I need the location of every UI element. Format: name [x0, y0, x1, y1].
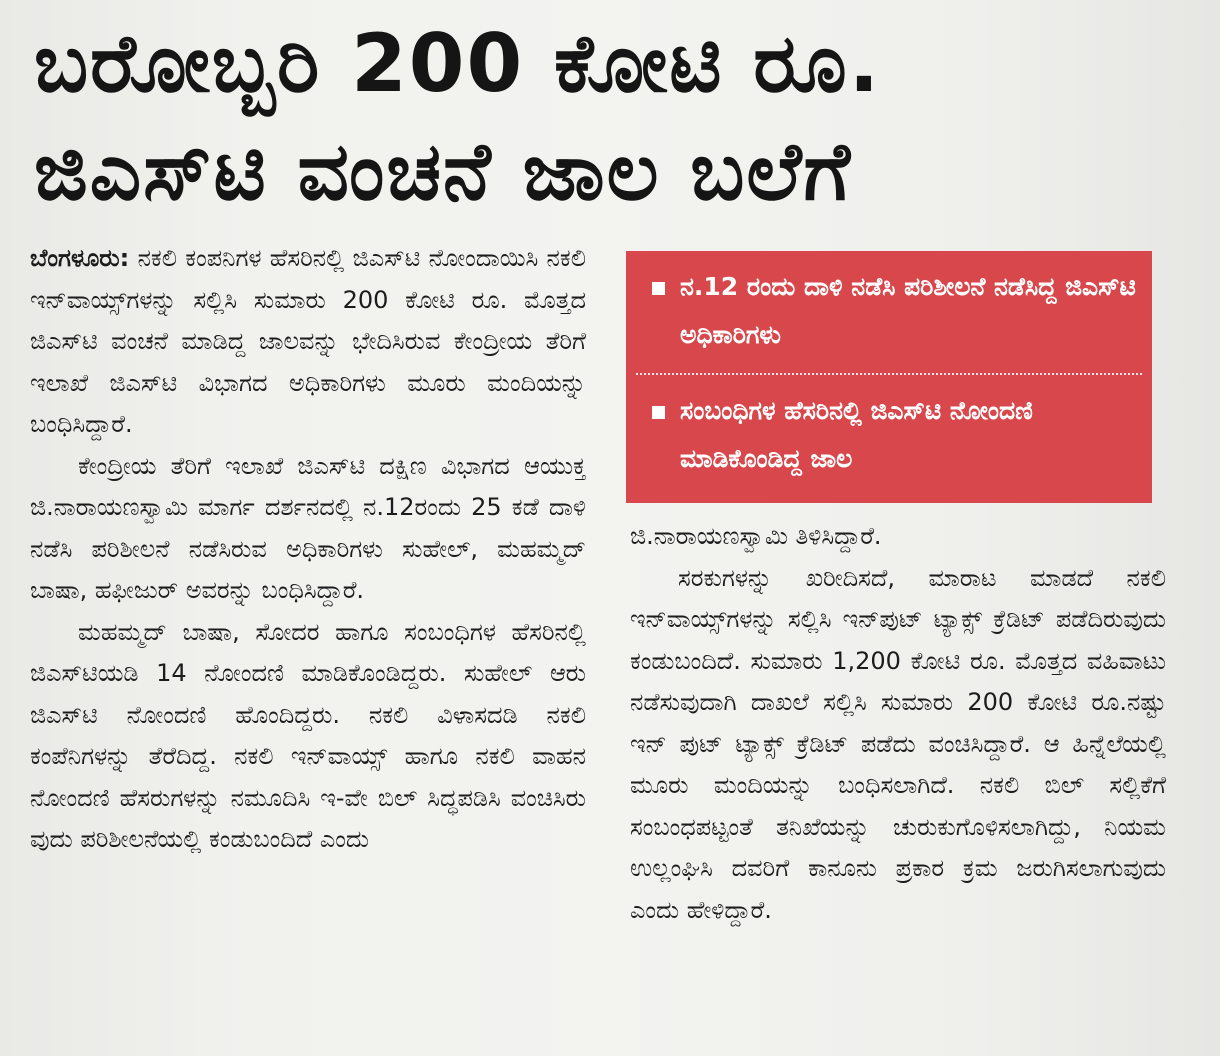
square-bullet-icon	[652, 406, 665, 419]
dotted-divider	[636, 373, 1142, 375]
highlight-item	[652, 387, 1138, 483]
square-bullet-icon	[652, 282, 665, 295]
highlight-text: ನ.12 ರಂದು ದಾಳಿ ನಡೆಸಿ ಪರಿಶೀಲನೆ ನಡೆಸಿದ್ದ ಜಿಎಸ್‌ಟಿ ಅಧಿಕಾರಿಗಳು	[680, 272, 1136, 349]
headline-line-1: ಬರೋಬ್ಬರಿ 200 ಕೋಟಿ ರೂ.	[34, 17, 882, 110]
article-paragraph: ಜಿ.ನಾರಾಯಣಸ್ವಾಮಿ ತಿಳಿಸಿದ್ದಾರೆ.	[630, 522, 882, 550]
article-column-left	[30, 238, 586, 861]
article-column-right	[630, 516, 1166, 931]
article-paragraph: ಸರಕುಗಳನ್ನು ಖರೀದಿಸದೆ, ಮಾರಾಟ ಮಾಡದೆ ನಕಲಿ ಇನ್‌ವಾಯ್ಸ್‌ಗಳನ್ನು ಸಲ್ಲಿಸಿ ಇನ್‌ಪುಟ್ ಟ್ಯಾಕ್ಸ್ ಕ್ರೆಡಿಟ್ ಪಡೆದಿರುವುದು ಕಂಡುಬಂದಿದೆ. ಸುಮಾರು 1,200 ಕೋಟಿ ರೂ. ಮೊತ್ತದ ವಹಿವಾಟು ನಡೆಸುವುದಾಗಿ ದಾಖಲೆ ಸಲ್ಲಿಸಿ ಸುಮಾರು 200 ಕೋಟಿ ರೂ.ನಷ್ಟು ಇನ್ ಪುಟ್ ಟ್ಯಾಕ್ಸ್ ಕ್ರೆಡಿಟ್ ಪಡೆದು ವಂಚಿಸಿದ್ದಾರೆ. ಆ ಹಿನ್ನೆಲೆಯಲ್ಲಿ ಮೂರು ಮಂದಿಯನ್ನು ಬಂಧಿಸಲಾಗಿದೆ. ನಕಲಿ ಬಿಲ್ ಸಲ್ಲಿಕೆಗೆ ಸಂಬಂಧಪಟ್ಟಂತೆ ತನಿಖೆಯನ್ನು ಚುರುಕುಗೊಳಿಸಲಾಗಿದ್ದು, ನಿಯಮ ಉಲ್ಲಂಘಿಸಿ ದವರಿಗೆ ಕಾನೂನು ಪ್ರಕಾರ ಕ್ರಮ ಜರುಗಿಸಲಾಗುವುದು ಎಂದು ಹೇಳಿದ್ದಾರೆ.	[630, 563, 1166, 924]
article-paragraph	[30, 238, 586, 446]
highlight-text: ಸಂಬಂಧಿಗಳ ಹೆಸರಿನಲ್ಲಿ ಜಿಎಸ್‌ಟಿ ನೋಂದಣಿ ಮಾಡಿಕೊಂಡಿದ್ದ ಜಾಲ	[680, 396, 1033, 473]
highlight-box	[626, 251, 1152, 503]
article-paragraph-text: ನಕಲಿ ಕಂಪನಿಗಳ ಹೆಸರಿನಲ್ಲಿ ಜಿಎಸ್‌ಟಿ ನೋಂದಾಯಿಸಿ ನಕಲಿ ಇನ್‌ವಾಯ್ಸ್‌ಗಳನ್ನು ಸಲ್ಲಿಸಿ ಸುಮಾರು 200 ಕೋಟಿ ರೂ. ಮೊತ್ತದ ಜಿಎಸ್‌ಟಿ ವಂಚನೆ ಮಾಡಿದ್ದ ಜಾಲವನ್ನು ಭೇದಿಸಿರುವ ಕೇಂದ್ರೀಯ ತೆರಿಗೆ ಇಲಾಖೆ ಜಿಎಸ್‌ಟಿ ವಿಭಾಗದ ಅಧಿಕಾರಿಗಳು ಮೂರು ಮಂದಿಯನ್ನು ಬಂಧಿಸಿದ್ದಾರೆ.	[30, 244, 586, 438]
headline-line-2: ಜಿಎಸ್‌ಟಿ ವಂಚನೆ ಜಾಲ ಬಲೆಗೆ	[34, 125, 852, 218]
dateline: ಬೆಂಗಳೂರು:	[30, 244, 130, 272]
article-paragraph: ಮಹಮ್ಮದ್ ಬಾಷಾ, ಸೋದರ ಹಾಗೂ ಸಂಬಂಧಿಗಳ ಹೆಸರಿನಲ್ಲಿ ಜಿಎಸ್‌ಟಿಯಡಿ 14 ನೋಂದಣಿ ಮಾಡಿಕೊಂಡಿದ್ದರು. ಸುಹೇಲ್ ಆರು ಜಿಎಸ್‌ಟಿ ನೋಂದಣಿ ಹೊಂದಿದ್ದರು. ನಕಲಿ ವಿಳಾಸದಡಿ ನಕಲಿ ಕಂಪೆನಿಗಳನ್ನು ತೆರೆದಿದ್ದ. ನಕಲಿ ಇನ್‌ವಾಯ್ಸ್ ಹಾಗೂ ನಕಲಿ ವಾಹನ ನೋಂದಣಿ ಹೆಸರುಗಳನ್ನು ನಮೂದಿಸಿ ಇ-ವೇ ಬಿಲ್ ಸಿದ್ಧಪಡಿಸಿ ವಂಚಿಸಿರು ವುದು ಪರಿಶೀಲನೆಯಲ್ಲಿ ಕಂಡುಬಂದಿದೆ ಎಂದು	[30, 617, 586, 853]
highlight-item	[652, 263, 1138, 359]
article-paragraph: ಕೇಂದ್ರೀಯ ತೆರಿಗೆ ಇಲಾಖೆ ಜಿಎಸ್‌ಟಿ ದಕ್ಷಿಣ ವಿಭಾಗದ ಆಯುಕ್ತ ಜಿ.ನಾರಾಯಣಸ್ವಾಮಿ ಮಾರ್ಗ ದರ್ಶನದಲ್ಲಿ ನ.12ರಂದು 25 ಕಡೆ ದಾಳಿ ನಡೆಸಿ ಪರಿಶೀಲನೆ ನಡೆಸಿರುವ ಅಧಿಕಾರಿಗಳು ಸುಹೇಲ್, ಮಹಮ್ಮದ್ ಬಾಷಾ, ಹಫೀಜುರ್ ಅವರನ್ನು ಬಂಧಿಸಿದ್ದಾರೆ.	[30, 451, 586, 604]
